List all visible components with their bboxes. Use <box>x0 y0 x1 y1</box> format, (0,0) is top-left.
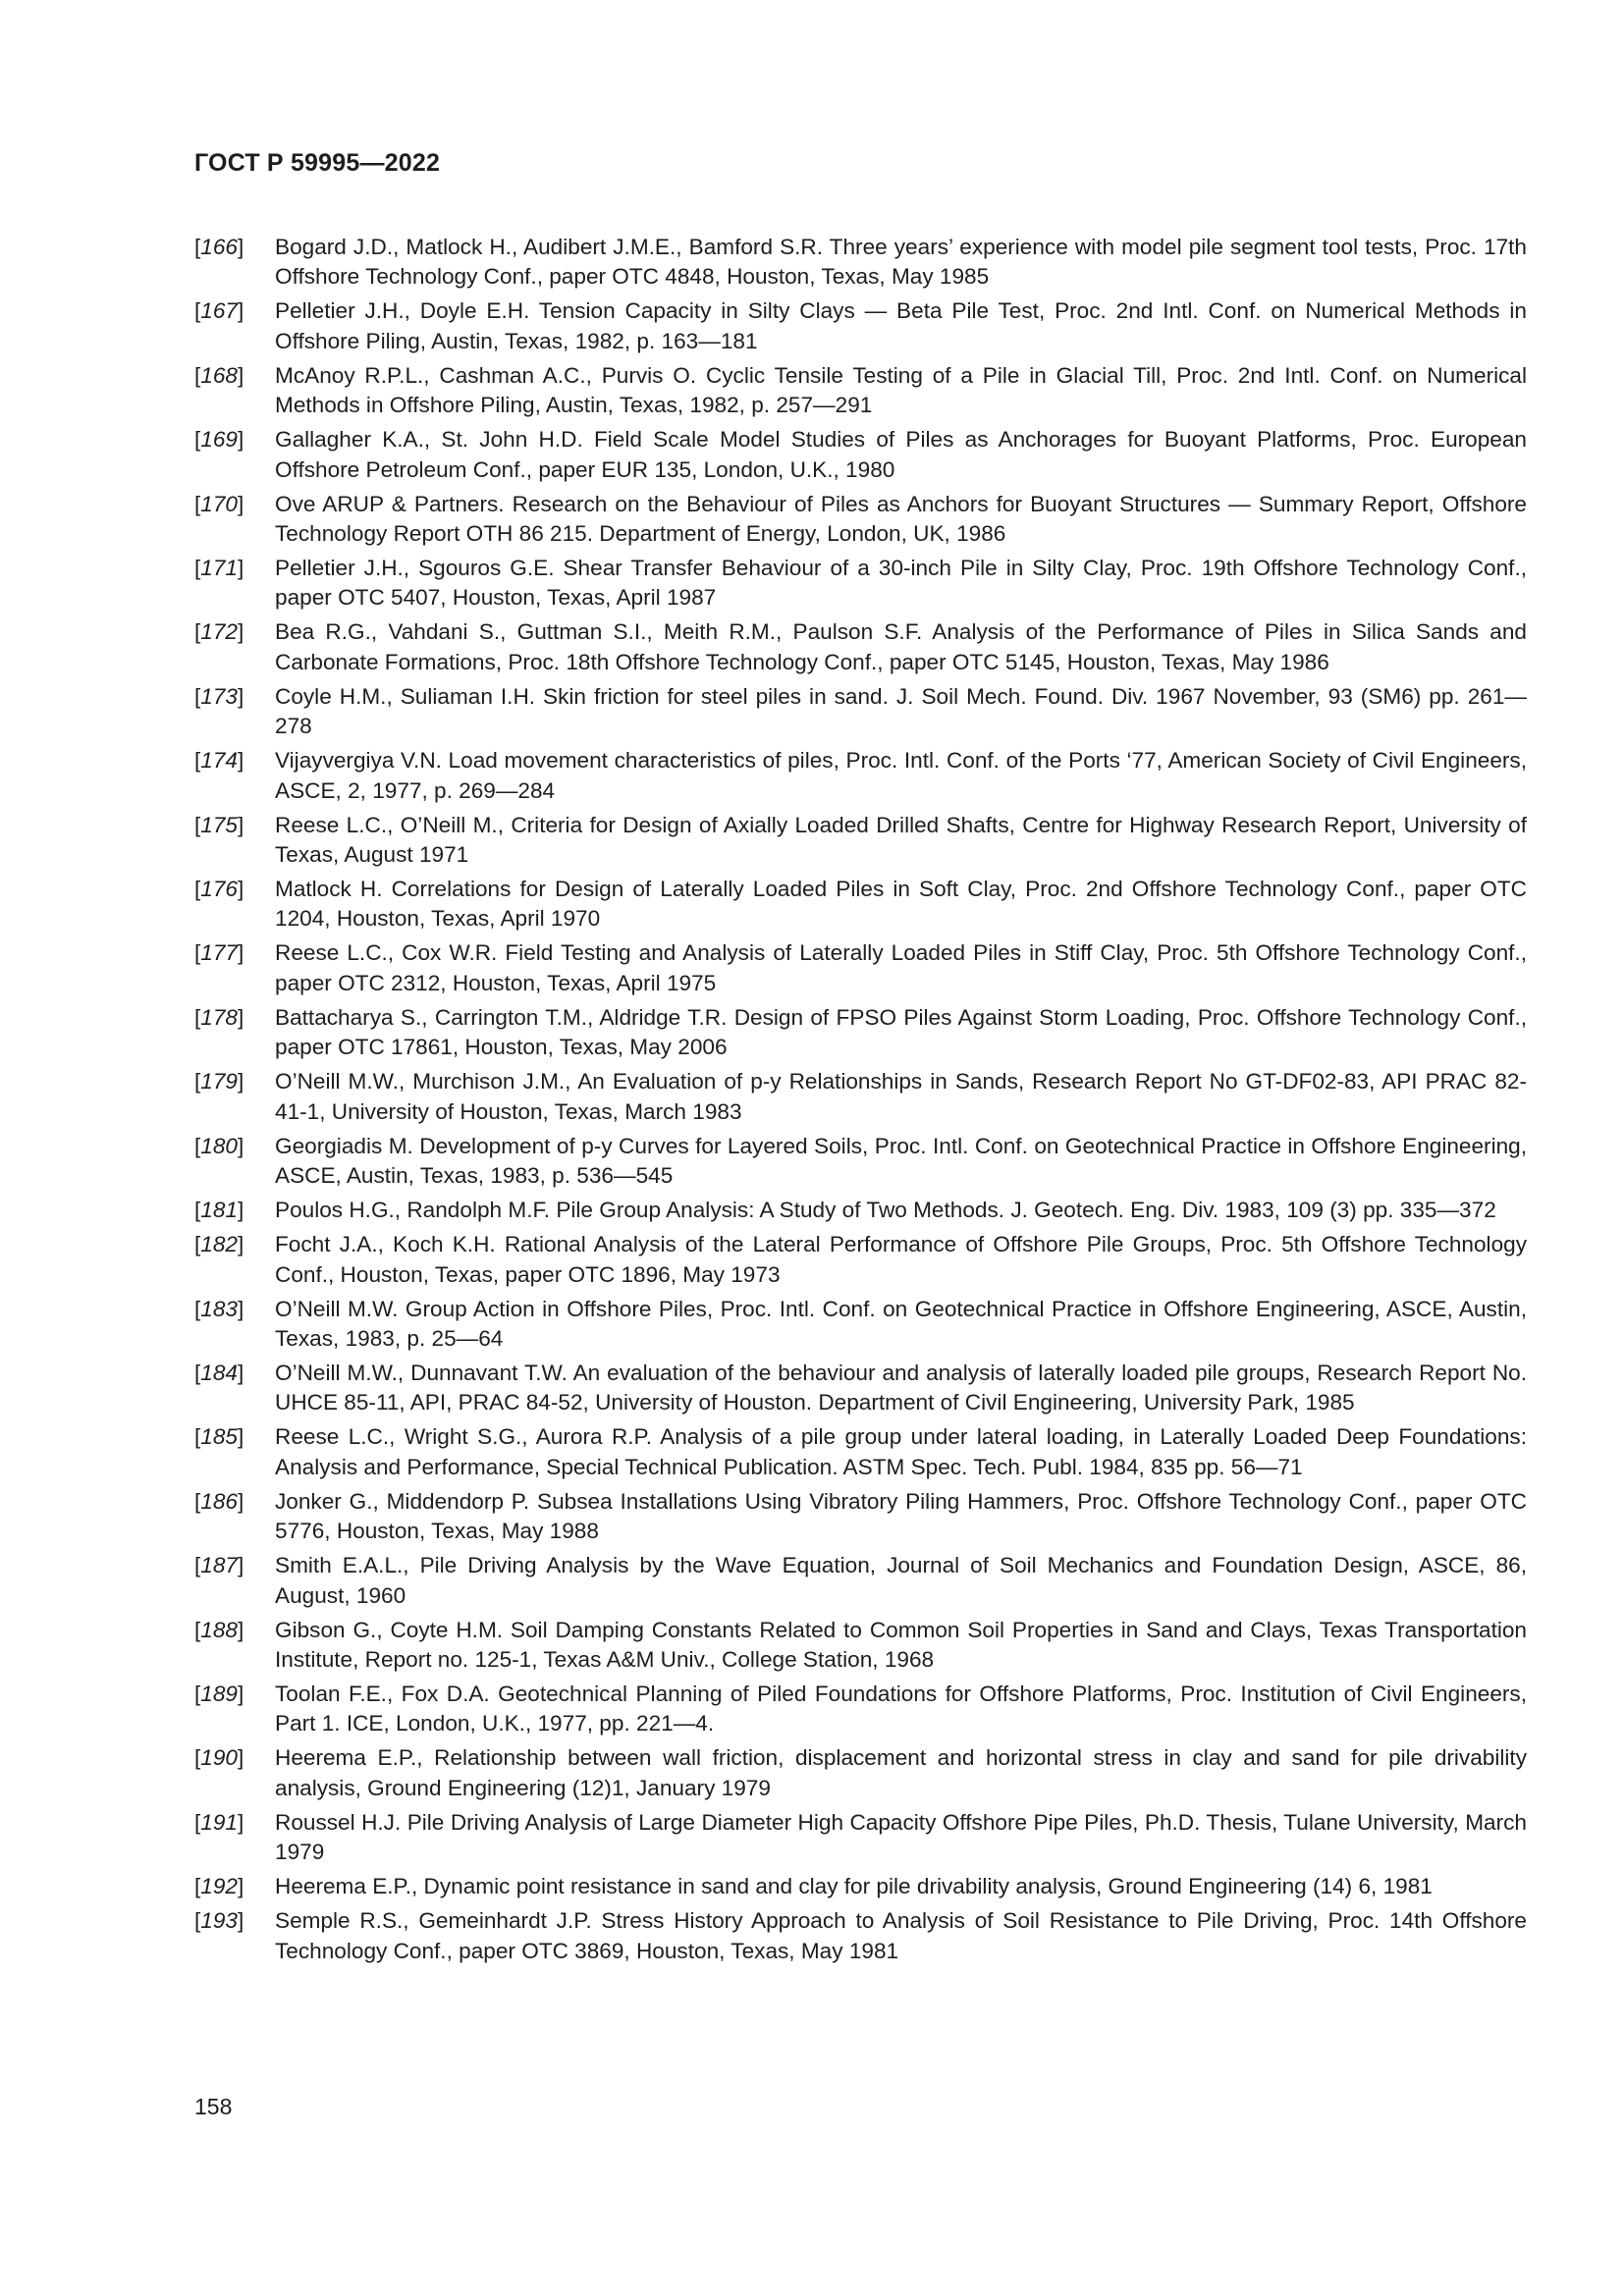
reference-number: [190] <box>194 1745 244 1771</box>
reference-number: [174] <box>194 748 244 774</box>
reference-number-value: 188 <box>200 1617 238 1642</box>
reference-text: Reese L.C., Cox W.R. Field Testing and Analysis of Laterally Loaded Piles in Stiff Clay, Proc. 5th Offshore Technology Conf., paper OTC 2312, Houston, Texas, April 1975 <box>275 940 1527 995</box>
reference-number-value: 186 <box>200 1488 238 1514</box>
reference-number-value: 172 <box>200 619 238 645</box>
reference-text: O’Neill M.W., Dunnavant T.W. An evaluation of the behaviour and analysis of laterally loaded pile groups, Research Report No. UHCE 85-11, API, PRAC 84-52, University of Houston. Department of Civil Engineering, University Park, 1985 <box>275 1360 1527 1415</box>
reference-entry <box>194 1743 1527 1803</box>
reference-number: [191] <box>194 1809 244 1835</box>
reference-entry <box>194 811 1527 871</box>
reference-number: [169] <box>194 427 244 453</box>
reference-number: [166] <box>194 235 244 259</box>
reference-number: [181] <box>194 1198 244 1223</box>
reference-number-value: 182 <box>200 1232 238 1257</box>
reference-number: [177] <box>194 940 244 966</box>
reference-number: [175] <box>194 812 244 837</box>
reference-number: [182] <box>194 1232 244 1257</box>
reference-text: Reese L.C., O’Neill M., Criteria for Design of Axially Loaded Drilled Shafts, Centre for Highway Research Report, University of Texas, August 1971 <box>275 812 1527 868</box>
reference-entry <box>194 1872 1527 1901</box>
reference-text: Pelletier J.H., Sgouros G.E. Shear Transfer Behaviour of a 30-inch Pile in Silty Clay, Proc. 19th Offshore Technology Conf., paper OTC 5407, Houston, Texas, April 1987 <box>275 556 1527 611</box>
reference-number-value: 191 <box>200 1809 238 1835</box>
reference-entry <box>194 554 1527 614</box>
reference-text: Roussel H.J. Pile Driving Analysis of Large Diameter High Capacity Offshore Pipe Piles, Ph.D. Thesis, Tulane University, March 1979 <box>275 1809 1527 1865</box>
reference-entry <box>194 1551 1527 1611</box>
reference-text: Vijayvergiya V.N. Load movement characteristics of piles, Proc. Intl. Conf. of the Ports ‘77, American Society of Civil Engineers, ASCE, 2, 1977, p. 269—284 <box>275 748 1527 803</box>
reference-text: McAnoy R.P.L., Cashman A.C., Purvis O. Cyclic Tensile Testing of a Pile in Glacial Till, Proc. 2nd Intl. Conf. on Numerical Methods in Offshore Piling, Austin, Texas, 1982, p. 257—291 <box>275 362 1527 418</box>
reference-number: [180] <box>194 1133 244 1158</box>
reference-number: [170] <box>194 491 244 516</box>
reference-number-value: 185 <box>200 1424 238 1450</box>
reference-number-value: 179 <box>200 1069 238 1095</box>
reference-number-value: 193 <box>200 1908 238 1934</box>
reference-number: [168] <box>194 362 244 388</box>
reference-number: [173] <box>194 683 244 709</box>
reference-number-value: 169 <box>200 427 238 453</box>
reference-entry <box>194 1487 1527 1547</box>
reference-number: [185] <box>194 1424 244 1450</box>
reference-text: Bogard J.D., Matlock H., Audibert J.M.E., Bamford S.R. Three years’ experience with model pile segment tool tests, Proc. 17th Offshore Technology Conf., paper OTC 4848, Houston, Texas, May 1985 <box>275 235 1527 290</box>
reference-number-value: 177 <box>200 940 238 966</box>
reference-text: Reese L.C., Wright S.G., Aurora R.P. Analysis of a pile group under lateral loading, in Laterally Loaded Deep Foundations: Analysis and Performance, Special Technical Publication. ASTM Spec. Tech. Publ. 1984, 835 pp. 56—71 <box>275 1424 1527 1479</box>
reference-text: Heerema E.P., Dynamic point resistance in sand and clay for pile drivability analysis, Ground Engineering (14) 6, 1981 <box>275 1874 1433 1899</box>
reference-text: Semple R.S., Gemeinhardt J.P. Stress History Approach to Analysis of Soil Resistance to Pile Driving, Proc. 14th Offshore Technology Conf., paper OTC 3869, Houston, Texas, May 1981 <box>275 1908 1527 1963</box>
reference-entry <box>194 938 1527 998</box>
reference-number: [171] <box>194 556 244 581</box>
reference-text: Heerema E.P., Relationship between wall friction, displacement and horizontal stress in clay and sand for pile drivability analysis, Ground Engineering (12)1, January 1979 <box>275 1745 1527 1800</box>
reference-entry <box>194 746 1527 806</box>
reference-number: [176] <box>194 877 244 902</box>
reference-entry <box>194 682 1527 742</box>
reference-number-value: 166 <box>200 235 238 259</box>
reference-number-value: 192 <box>200 1874 238 1899</box>
reference-number: [167] <box>194 298 244 324</box>
reference-entry <box>194 1359 1527 1418</box>
reference-text: Poulos H.G., Randolph M.F. Pile Group Analysis: A Study of Two Methods. J. Geotech. Eng. Div. 1983, 109 (3) pp. 335—372 <box>275 1198 1496 1223</box>
reference-text: Jonker G., Middendorp P. Subsea Installations Using Vibratory Piling Hammers, Proc. Offshore Technology Conf., paper OTC 5776, Houston, Texas, May 1988 <box>275 1488 1527 1544</box>
reference-entry <box>194 1003 1527 1063</box>
reference-entry <box>194 1422 1527 1482</box>
reference-number-value: 171 <box>200 556 238 581</box>
reference-number-value: 168 <box>200 362 238 388</box>
reference-number: [179] <box>194 1069 244 1095</box>
reference-number: [192] <box>194 1874 244 1899</box>
reference-text: Ove ARUP & Partners. Research on the Behaviour of Piles as Anchors for Buoyant Structures — Summary Report, Offshore Technology Report OTH 86 215. Department of Energy, London, UK, 1986 <box>275 491 1527 547</box>
reference-entry <box>194 490 1527 550</box>
reference-entry <box>194 875 1527 934</box>
reference-text: Georgiadis M. Development of p-y Curves for Layered Soils, Proc. Intl. Conf. on Geotechnical Practice in Offshore Engineering, ASCE, Austin, Texas, 1983, p. 536—545 <box>275 1133 1527 1189</box>
reference-number-value: 189 <box>200 1681 238 1706</box>
page-number: 158 <box>194 2094 233 2119</box>
reference-text: Focht J.A., Koch K.H. Rational Analysis of the Lateral Performance of Offshore Pile Groups, Proc. 5th Offshore Technology Conf., Houston, Texas, paper OTC 1896, May 1973 <box>275 1232 1527 1287</box>
reference-text: Smith E.A.L., Pile Driving Analysis by the Wave Equation, Journal of Soil Mechanics and Foundation Design, ASCE, 86, August, 1960 <box>275 1553 1527 1608</box>
reference-number: [193] <box>194 1908 244 1934</box>
reference-entry <box>194 1132 1527 1192</box>
reference-text: Toolan F.E., Fox D.A. Geotechnical Planning of Piled Foundations for Offshore Platforms, Proc. Institution of Civil Engineers, Part 1. ICE, London, U.K., 1977, pp. 221—4. <box>275 1681 1527 1736</box>
reference-text: Pelletier J.H., Doyle E.H. Tension Capacity in Silty Clays — Beta Pile Test, Proc. 2nd Intl. Conf. on Numerical Methods in Offshore Piling, Austin, Texas, 1982, p. 163—181 <box>275 298 1527 353</box>
reference-number-value: 176 <box>200 877 238 902</box>
reference-entry <box>194 617 1527 677</box>
reference-number: [184] <box>194 1360 244 1385</box>
reference-entry <box>194 1295 1527 1355</box>
reference-entry <box>194 296 1527 356</box>
reference-number-value: 178 <box>200 1004 238 1030</box>
reference-number: [183] <box>194 1296 244 1321</box>
reference-entry <box>194 1808 1527 1868</box>
reference-number-value: 181 <box>200 1198 238 1223</box>
reference-number: [172] <box>194 619 244 645</box>
reference-number-value: 187 <box>200 1553 238 1578</box>
reference-entry <box>194 233 1527 293</box>
reference-entry <box>194 1906 1527 1966</box>
reference-text: Gallagher K.A., St. John H.D. Field Scale Model Studies of Piles as Anchorages for Buoyant Platforms, Proc. European Offshore Petroleum Conf., paper EUR 135, London, U.K., 1980 <box>275 427 1527 482</box>
reference-entry <box>194 1616 1527 1676</box>
reference-entry <box>194 1680 1527 1739</box>
reference-number: [188] <box>194 1617 244 1642</box>
reference-number-value: 180 <box>200 1133 238 1158</box>
reference-text: Coyle H.M., Suliaman I.H. Skin friction for steel piles in sand. J. Soil Mech. Found. Div. 1967 November, 93 (SM6) pp. 261—278 <box>275 683 1527 739</box>
reference-number-value: 170 <box>200 491 238 516</box>
reference-number-value: 174 <box>200 748 238 774</box>
reference-text: O’Neill M.W. Group Action in Offshore Piles, Proc. Intl. Conf. on Geotechnical Practice in Offshore Engineering, ASCE, Austin, Texas, 1983, p. 25—64 <box>275 1296 1527 1351</box>
bibliography-list <box>194 233 1527 1971</box>
reference-entry <box>194 1067 1527 1127</box>
reference-number: [189] <box>194 1681 244 1706</box>
reference-number-value: 190 <box>200 1745 238 1771</box>
reference-entry <box>194 1196 1527 1225</box>
reference-number: [178] <box>194 1004 244 1030</box>
reference-number-value: 167 <box>200 298 238 324</box>
reference-number: [187] <box>194 1553 244 1578</box>
reference-text: Matlock H. Correlations for Design of Laterally Loaded Piles in Soft Clay, Proc. 2nd Offshore Technology Conf., paper OTC 1204, Houston, Texas, April 1970 <box>275 877 1527 932</box>
document-code-header: ГОСТ Р 59995—2022 <box>194 149 441 177</box>
reference-number-value: 183 <box>200 1296 238 1321</box>
reference-number: [186] <box>194 1488 244 1514</box>
reference-number-value: 184 <box>200 1360 238 1385</box>
reference-entry <box>194 361 1527 421</box>
reference-number-value: 175 <box>200 812 238 837</box>
reference-text: Battacharya S., Carrington T.M., Aldridge T.R. Design of FPSO Piles Against Storm Loading, Proc. Offshore Technology Conf., paper OTC 17861, Houston, Texas, May 2006 <box>275 1004 1527 1060</box>
reference-text: O’Neill M.W., Murchison J.M., An Evaluation of p-y Relationships in Sands, Research Report No GT-DF02-83, API PRAC 82-41-1, University of Houston, Texas, March 1983 <box>275 1069 1527 1124</box>
reference-number-value: 173 <box>200 683 238 709</box>
reference-text: Bea R.G., Vahdani S., Guttman S.I., Meith R.M., Paulson S.F. Analysis of the Performance of Piles in Silica Sands and Carbonate Formations, Proc. 18th Offshore Technology Conf., paper OTC 5145, Houston, Texas, May 1986 <box>275 619 1527 674</box>
reference-entry <box>194 425 1527 485</box>
reference-text: Gibson G., Coyte H.M. Soil Damping Constants Related to Common Soil Properties in Sand and Clays, Texas Transportation Institute, Report no. 125-1, Texas A&M Univ., College Station, 1968 <box>275 1617 1527 1672</box>
reference-entry <box>194 1230 1527 1290</box>
